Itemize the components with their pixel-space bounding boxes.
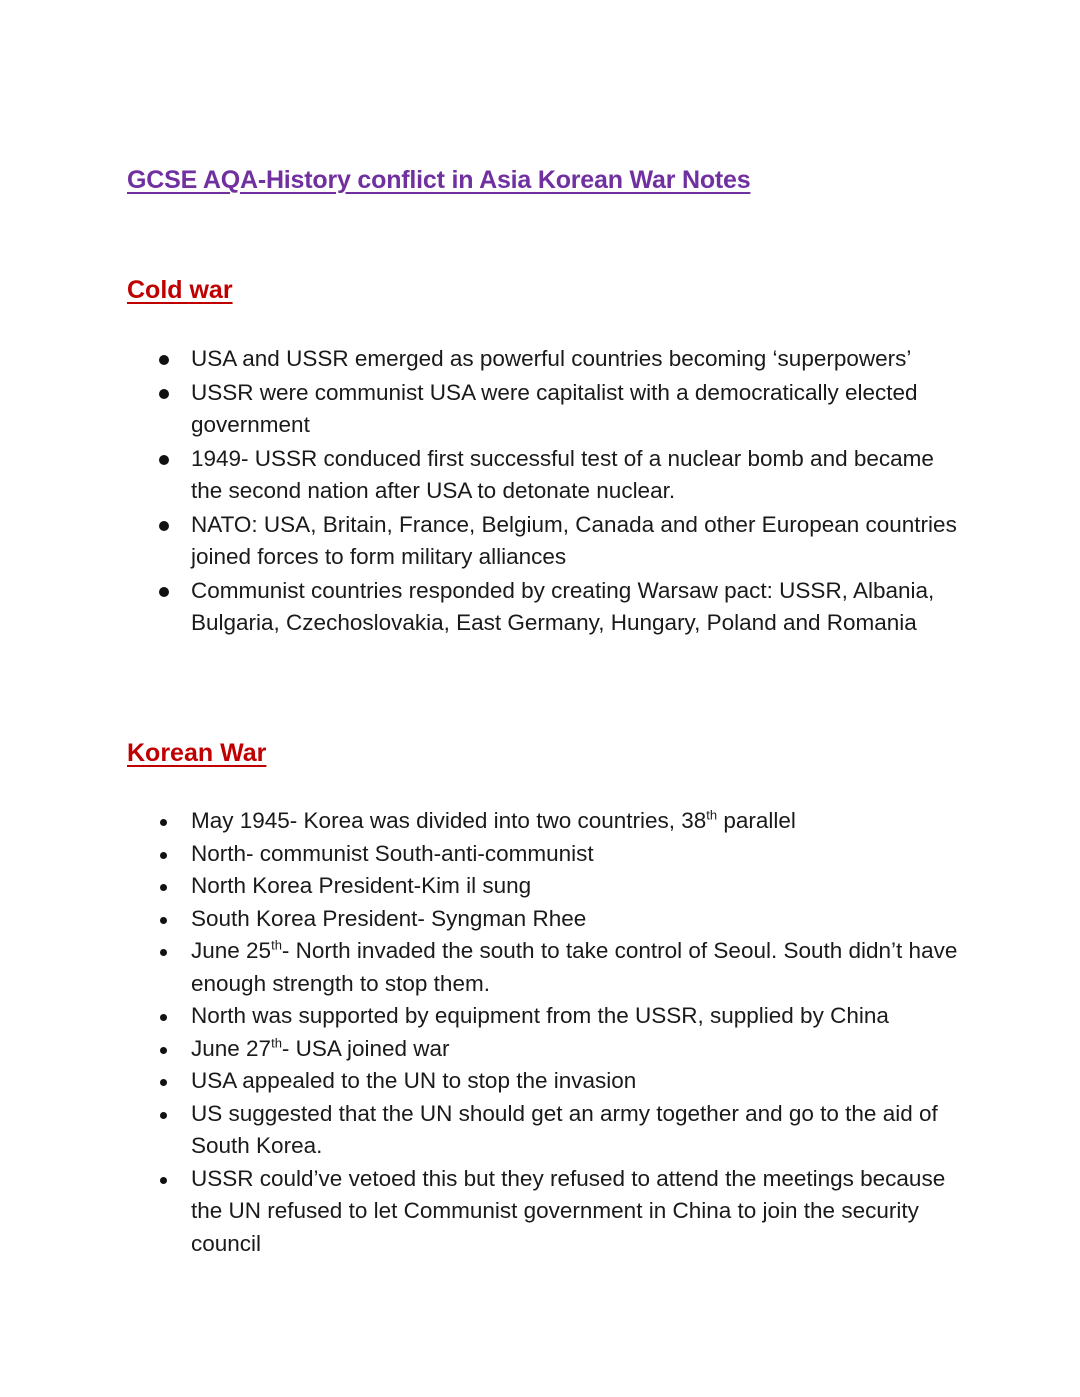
list-item: NATO: USA, Britain, France, Belgium, Canada and other European countries joined forces to form military alliances [191, 509, 961, 574]
list-item [191, 935, 961, 1000]
item-text: - North invaded the south to take control of Seoul. South didn’t have enough strength to stop them. [191, 938, 958, 996]
item-text: June 25 [191, 938, 272, 963]
item-text: - USA joined war [281, 1035, 450, 1061]
list-item: USSR were communist USA were capitalist with a democratically elected government [191, 377, 961, 442]
item-text: June 27 [191, 1035, 272, 1061]
list-item [191, 805, 961, 838]
section-heading-korean-war: Korean War [127, 739, 267, 767]
list-item: North Korea President-Kim il sung [191, 870, 961, 903]
cold-war-bullet-list [191, 343, 961, 641]
item-text: parallel [717, 808, 796, 833]
document-title: GCSE AQA-History conflict in Asia Korean War Notes [127, 166, 751, 194]
list-item: South Korea President- Syngman Rhee [191, 903, 961, 936]
list-item: North was supported by equipment from the USSR, supplied by China [191, 1000, 961, 1033]
list-item [191, 1033, 961, 1066]
section-heading-cold-war: Cold war [127, 276, 233, 304]
list-item: Communist countries responded by creating Warsaw pact: USSR, Albania, Bulgaria, Czechoslovakia, East Germany, Hungary, Poland and Romania [191, 575, 961, 640]
list-item: 1949- USSR conduced first successful test of a nuclear bomb and became the second nation after USA to detonate nuclear. [191, 443, 961, 508]
ordinal-suffix: th [271, 1035, 282, 1050]
ordinal-suffix: th [706, 807, 718, 823]
ordinal-suffix: th [271, 937, 282, 953]
list-item: USSR could’ve vetoed this but they refused to attend the meetings because the UN refused to let Communist government in China to join the security council [191, 1163, 961, 1261]
item-text: May 1945- Korea was divided into two countries, 38 [191, 808, 707, 833]
list-item: North- communist South-anti-communist [191, 838, 961, 871]
list-item: US suggested that the UN should get an army together and go to the aid of South Korea. [191, 1098, 961, 1163]
list-item: USA appealed to the UN to stop the invasion [191, 1065, 961, 1098]
korean-war-bullet-list [191, 805, 961, 1260]
list-item: USA and USSR emerged as powerful countries becoming ‘superpowers’ [191, 343, 961, 376]
